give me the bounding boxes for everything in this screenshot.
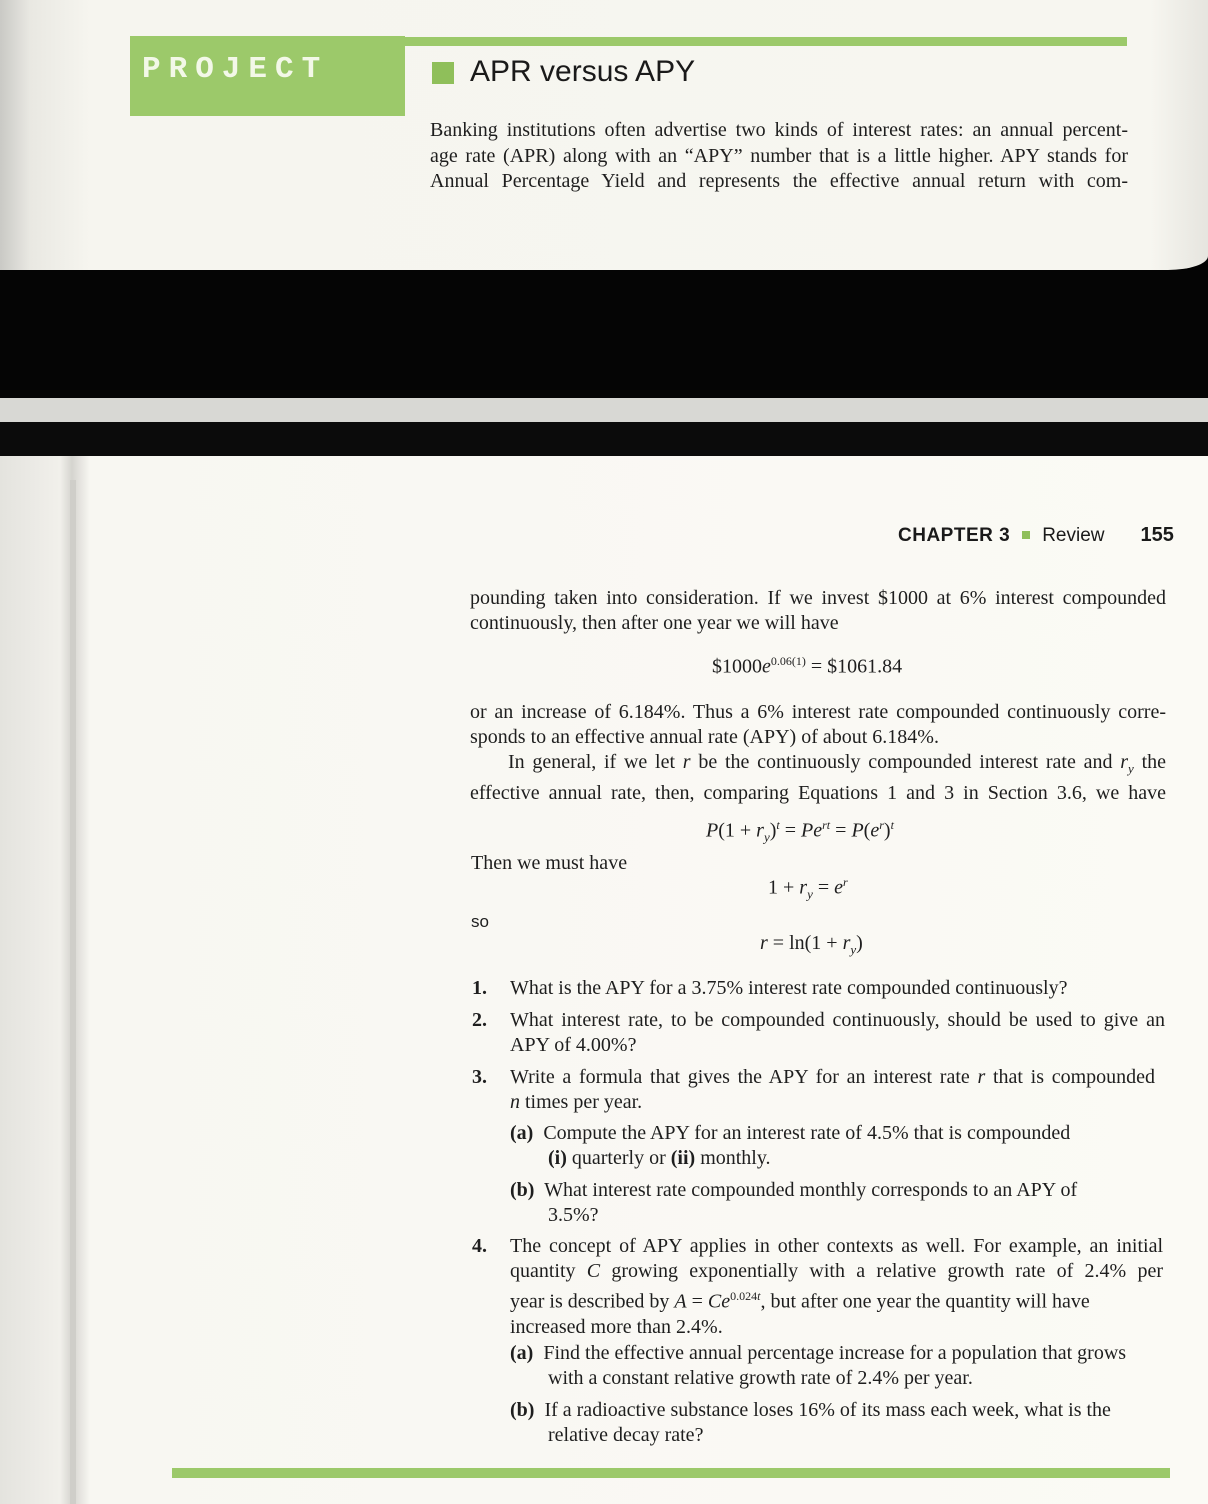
question-2-number: 2. bbox=[472, 1009, 487, 1031]
chapter-label: CHAPTER 3 bbox=[898, 525, 1011, 546]
page-number: 155 bbox=[1140, 524, 1174, 546]
equation-2: $P(1 + r_y)^t = Pe^{rt} = P(e^r)^t$ bbox=[706, 818, 894, 845]
question-1-number: 1. bbox=[472, 977, 487, 999]
equation-4: $r = \ln(1 + r_y)$ bbox=[760, 932, 863, 957]
text-line: sponds to an effective annual rate (APY) of about 6.184%. bbox=[470, 726, 939, 748]
title-bullet-square bbox=[432, 62, 454, 84]
eq1-base: e bbox=[762, 655, 771, 678]
page-gap-bar bbox=[0, 422, 1208, 456]
question-3b: (b) What interest rate compounded monthly corresponds to an APY of 3.5%? bbox=[510, 1179, 1078, 1226]
question-4a: (a) Find the effective annual percentage increase for a population that grows with a constant relative growth rate of 2.4% per year. bbox=[510, 1342, 1127, 1389]
paragraph-2 bbox=[470, 700, 1166, 750]
question-1-text: What is the APY for a 3.75% interest rate compounded continuously? bbox=[510, 977, 1068, 999]
eq1-exponent: 0.06(1) bbox=[770, 654, 806, 668]
section-label: Review bbox=[1042, 525, 1105, 546]
separator-square-icon bbox=[1022, 531, 1030, 539]
question-4b: (b) If a radioactive substance loses 16% of its mass each week, what is the relative decay rate? bbox=[510, 1399, 1111, 1446]
question-4-number: 4. bbox=[472, 1235, 487, 1257]
intro-paragraph bbox=[430, 118, 1128, 195]
text-line: In general, if we let r be the continuously compounded interest rate and $r_y$ the bbox=[508, 751, 1166, 776]
running-head bbox=[898, 524, 1174, 547]
intro-line: Annual Percentage Yield and represents the effective annual return with com- bbox=[430, 170, 1128, 192]
question-2-text: What interest rate, to be compounded continuously, should be used to give an APY of 4.00%? bbox=[510, 1009, 1165, 1056]
text-line: continuously, then after one year we will have bbox=[470, 612, 839, 634]
paragraph-3 bbox=[470, 750, 1166, 806]
question-3a: (a) Compute the APY for an interest rate of 4.5% that is compounded (i) quarterly or (ii) monthly. bbox=[510, 1122, 1071, 1169]
question-4-text: The concept of APY applies in other contexts as well. For example, an initial quantity C growing exponentially with a relative growth rate of 2.4% per year is described by $A = Ce^{0.024t}$, but after one year the quantity will have increased more than 2.4%. bbox=[510, 1235, 1164, 1338]
bottom-green-rule bbox=[172, 1468, 1170, 1478]
question-3-text: Write a formula that gives the APY for an interest rate r that is compounded n times per year. bbox=[510, 1066, 1156, 1113]
book-spine-shadow bbox=[70, 480, 76, 1504]
then-text: Then we must have bbox=[471, 852, 628, 874]
paragraph-1 bbox=[470, 586, 1166, 636]
project-label: PROJECT bbox=[142, 52, 329, 87]
text-line: pounding taken into consideration. If we invest $1000 at 6% interest compounded bbox=[470, 587, 1166, 609]
intro-line: Banking institutions often advertise two kinds of interest rates: an annual percent- bbox=[430, 119, 1128, 141]
top-green-rule bbox=[405, 37, 1127, 46]
so-text: so bbox=[471, 912, 489, 931]
eq1-lhs: $1000 bbox=[712, 655, 762, 678]
equation-1 bbox=[712, 654, 902, 679]
question-3-number: 3. bbox=[472, 1066, 487, 1088]
equation-3: $1 + r_y = e^r$ bbox=[768, 875, 848, 902]
text-line: or an increase of 6.184%. Thus a 6% interest rate compounded continuously corre- bbox=[470, 701, 1166, 723]
page-gap bbox=[0, 270, 1208, 398]
text-line: effective annual rate, then, comparing Equations 1 and 3 in Section 3.6, we have bbox=[470, 782, 1166, 804]
eq1-rhs: = $1061.84 bbox=[810, 655, 903, 678]
intro-line: age rate (APR) along with an “APY” number that is a little higher. APY stands for bbox=[430, 144, 1128, 167]
project-title: APR versus APY bbox=[470, 55, 696, 88]
page-gap-strip bbox=[0, 398, 1208, 422]
